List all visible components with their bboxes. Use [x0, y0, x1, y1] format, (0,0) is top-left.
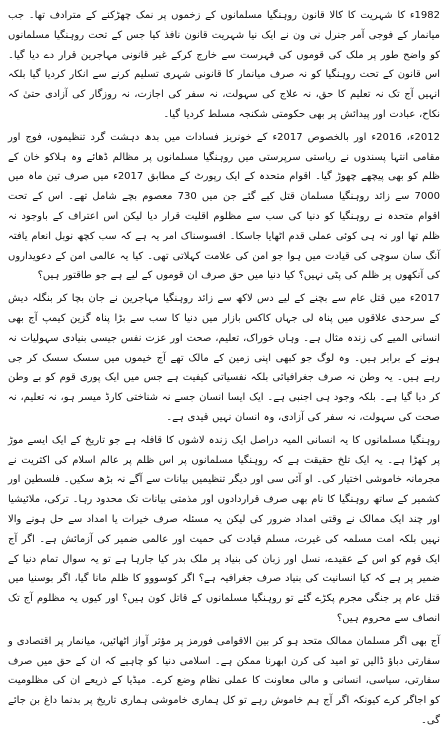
paragraph-call-to-action: آج بھی اگر مسلمان ممالک متحد ہو کر بین الاقوامی فورمز پر مؤثر آواز اٹھائیں، میانمار پر اقتصادی و سفارتی دباؤ ڈالیں تو امید کی کرن ابھرنا ممکن ہے۔ اسلامی دنیا کو چاہیے کہ ان کے حق میں صرف سفارتی، سیاسی، انسانی و مالی معاونت کا عملی نظام وضع کرے۔ میڈیا کے ذریعے ان کی مظلومیت کو اجاگر کرے کیونکہ اگر آج ہم خاموش رہے تو کل ہماری خاموشی ہماری تاریخ پر بدنما داغ بن جائے گی۔	[8, 635, 440, 726]
paragraph-refugee-camps: 2017ء میں قتل عام سے بچنے کے لیے دس لاکھ سے زائد روہنگیا مہاجرین نے جان بچا کر بنگلہ دیش کے سرحدی علاقوں میں پناہ لی جہاں کاکس بازار میں دنیا کا سب سے بڑا پناہ گزین کیمپ آج بھی انسانی المیے کی زندہ مثال ہے۔ وہاں خوراک، تعلیم، صحت اور عزت نفس جیسی بنیادی سہولیات نہ ہونے کے برابر ہیں۔ وہ لوگ جو کبھی اپنی زمین کے مالک تھے آج خیموں میں سسک سسک کر جی رہے ہیں۔ یہ وطن نہ صرف جغرافیائی بلکہ نفسیاتی کیفیت ہے جس میں ایک پوری قوم کو بے وطن کر دیا گیا ہے۔ بلکہ وجود ہی اجنبی ہے۔ ایک ایسا انسان جسے نہ شناختی کارڈ میسر ہو، نہ تعلیم، نہ صحت کی سہولت، نہ سفر کی آزادی، وہ انسان نہیں قیدی ہے۔	[8, 293, 440, 423]
paragraph-citizenship-law: 1982ء کا شہریت کا کالا قانون روہنگیا مسلمانوں کے زخموں پر نمک چھڑکنے کے مترادف تھا۔ جب میانمار کے فوجی آمر جنرل نی ون نے ایک نیا شہریت قانون نافذ کیا جس کے تحت روہنگیا مسلمانوں کو واضح طور پر ملک کی قوموں کی فہرست سے خارج کرکے غیر قانونی مہاجرین قرار دے دیا گیا۔ اس قانون کے تحت روہنگیا کو نہ صرف میانمار کا قانونی شہری تسلیم کرنے سے انکار کردیا گیا بلکہ انہیں آج تک نہ تعلیم کا حق، نہ علاج کی سہولت، نہ سفر کی اجازت، نہ روزگار کی آزادی حتیٰ کہ نکاح، عبادت اور پیدائش پر بھی حکومتی شکنجہ مسلط کردیا گیا۔	[8, 10, 440, 120]
paragraph-massacres: 2012ء، 2016ء اور بالخصوص 2017ء کے خونریز فسادات میں بدھ دہشت گرد تنظیموں، فوج اور مقامی انتہا پسندوں نے ریاستی سرپرستی میں روہنگیا مسلمانوں پر مظالم ڈھائے وہ ہلاکو خان کے ظلم کو بھی پیچھے چھوڑ گیا۔ اقوام متحدہ کے ایک رپورٹ کے مطابق 2017ء میں صرف تین ماہ میں 7000 سے زائد روہنگیا مسلمان قتل کیے گئے جن میں 730 معصوم بچے شامل تھے۔ اس کے تحت اقوام متحدہ نے روہنگیا کو دنیا کی سب سے مظلوم اقلیت قرار دیا لیکن اس اعتراف کے باوجود نہ ظلم تھا اور نہ ہی کوئی عملی قدم اٹھایا جاسکا۔ افسوسناک امر یہ ہے کہ سب کچھ نوبل انعام یافتہ آنگ سان سوچی کی قیادت میں ہوا جو امن کی علامت کہلاتی تھی۔ کیا یہ عالمی امن کے دعویداروں کی آنکھوں پر ظلم کی پٹی نہیں؟ کیا دنیا میں حق صرف ان قوموں کے لیے ہے جو طاقتور ہیں؟	[8, 131, 440, 282]
paragraph-muslim-world-silence: روہنگیا مسلمانوں کا یہ انسانی المیہ دراصل ایک زندہ لاشوں کا قافلہ ہے جو تاریخ کے ایک ایسے موڑ پر کھڑا ہے۔ یہ ایک تلخ حقیقت ہے کہ روہنگیا مسلمانوں پر اس ظلم پر عالم اسلام کی اکثریت نے مجرمانہ خاموشی اختیار کی۔ او آئی سی اور دیگر تنظیمیں بیانات سے آگے نہ بڑھ سکیں۔ فلسطین اور کشمیر کے ساتھ روہنگیا کا نام بھی صرف قراردادوں اور مذمتی بیانات تک محدود رہا۔ ترکی، ملائیشیا اور چند ایک ممالک نے وقتی امداد ضرور کی لیکن یہ مسئلہ صرف خیرات یا امداد سے حل ہونے والا نہیں بلکہ امت مسلمہ کی غیرت، مسلم قیادت کی حمیت اور عالمی ضمیر کی آزمائش ہے۔ اگر آج ایک قوم کو اس کے عقیدے، نسل اور زبان کی بنیاد پر ملک بدر کیا جارہا ہے تو یہ سوال تمام دنیا کے ضمیر پر ہے کہ کیا انسانیت کی بنیاد صرف جغرافیہ ہے؟ اگر کوسووو کا ظلم مانا گیا، اگر بوسنیا میں قتل عام پر جنگی مجرم پکڑے گئے تو روہنگیا مسلمانوں کے قاتل کون ہیں؟ اور کیوں یہ مظلوم آج تک انصاف سے محروم ہیں؟	[8, 434, 440, 624]
